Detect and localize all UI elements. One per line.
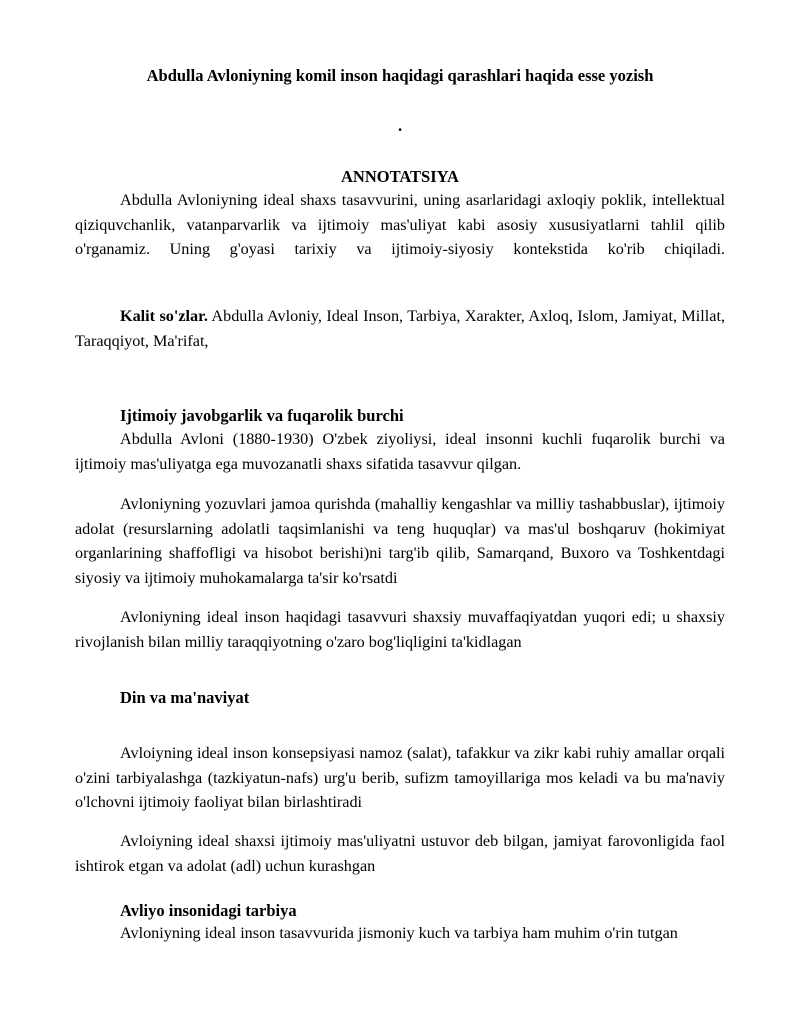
section-heading-religion: Din va ma'naviyat xyxy=(120,688,250,707)
document-title: Abdulla Avloniyning komil inson haqidagi qarashlari haqida esse yozish xyxy=(146,66,654,85)
section3-paragraph-1: Avloniyning ideal inson tasavvurida jismoniy kuch va tarbiya ham muhim o'rin tutgan xyxy=(120,924,678,942)
keywords-paragraph xyxy=(75,304,725,353)
section2-paragraph-1-block xyxy=(75,741,725,815)
section1-paragraph-3: Avloniyning ideal inson haqidagi tasavvuri shaxsiy muvaffaqiyatdan yuqori edi; u shaxsiy rivojlanish bilan milliy taraqqiyotning o'zaro bog'liqligini ta'kidlagan xyxy=(75,608,725,651)
annotation-heading: ANNOTATSIYA xyxy=(341,167,459,186)
section2-paragraph-2-block xyxy=(75,829,725,878)
separator-dot: . xyxy=(397,116,403,135)
keywords-label: Kalit so'zlar. xyxy=(120,307,208,325)
section2-paragraph-1: Avloiyning ideal inson konsepsiyasi namoz (salat), tafakkur va zikr kabi ruhiy amallar orqali o'zini tarbiyalashga (tazkiyatun-nafs) urg'u berib, sufizm tamoyillariga mos keladi va bu ma'naviy o'lchovni ijtimoiy faoliyat bilan birlashtiradi xyxy=(75,744,725,811)
section-heading-upbringing: Avliyo insonidagi tarbiya xyxy=(120,901,297,920)
annotation-paragraph: Abdulla Avloniyning ideal shaxs tasavvurini, uning asarlaridagi axloqiy poklik, intellektual qiziquvchanlik, vatanparvarlik va ijtimoiy mas'uliyat kabi asosiy xususiyatlarni tahlil qilib o'rganamiz. Uning g'oyasi tarixiy va ijtimoiy-siyosiy kontekstida ko'rib chiqiladi. xyxy=(75,191,725,258)
section1-paragraph-3-block xyxy=(75,605,725,654)
section2-paragraph-2: Avloiyning ideal shaxsi ijtimoiy mas'uliyatni ustuvor deb bilgan, jamiyat farovonligida faol ishtirok etgan va adolat (adl) uchun kurashgan xyxy=(75,832,725,875)
section3-paragraph-1-block xyxy=(75,921,725,946)
section-heading-civic-duty: Ijtimoiy javobgarlik va fuqarolik burchi xyxy=(120,406,404,425)
section1-paragraph-2-block xyxy=(75,492,725,590)
keywords-text: Abdulla Avloniy, Ideal Inson, Tarbiya, Xarakter, Axloq, Islom, Jamiyat, Millat, Taraqqiyot, Ma'rifat, xyxy=(75,307,725,350)
annotation-block xyxy=(75,188,725,262)
section1-paragraph-1: Abdulla Avloni (1880-1930) O'zbek ziyoliysi, ideal insonni kuchli fuqarolik burchi va ijtimoiy mas'uliyatga ega muvozanatli shaxs sifatida tasavvur qilgan. xyxy=(75,430,725,473)
section1-paragraph-2: Avloniyning yozuvlari jamoa qurishda (mahalliy kengashlar va milliy tashabbuslar), ijtimoiy adolat (resurslarning adolatli taqsimlanishi va teng huquqlar) va mas'ul boshqaruv (hokimiyat organlarining shaffofligi va hisobot berishi)ni targ'ib qilib, Samarqand, Buxoro va Toshkentdagi siyosiy va ijtimoiy muhokamalarga ta'sir ko'rsatdi xyxy=(75,495,725,587)
section1-paragraph-1-block xyxy=(75,427,725,476)
keywords-block xyxy=(75,304,725,353)
